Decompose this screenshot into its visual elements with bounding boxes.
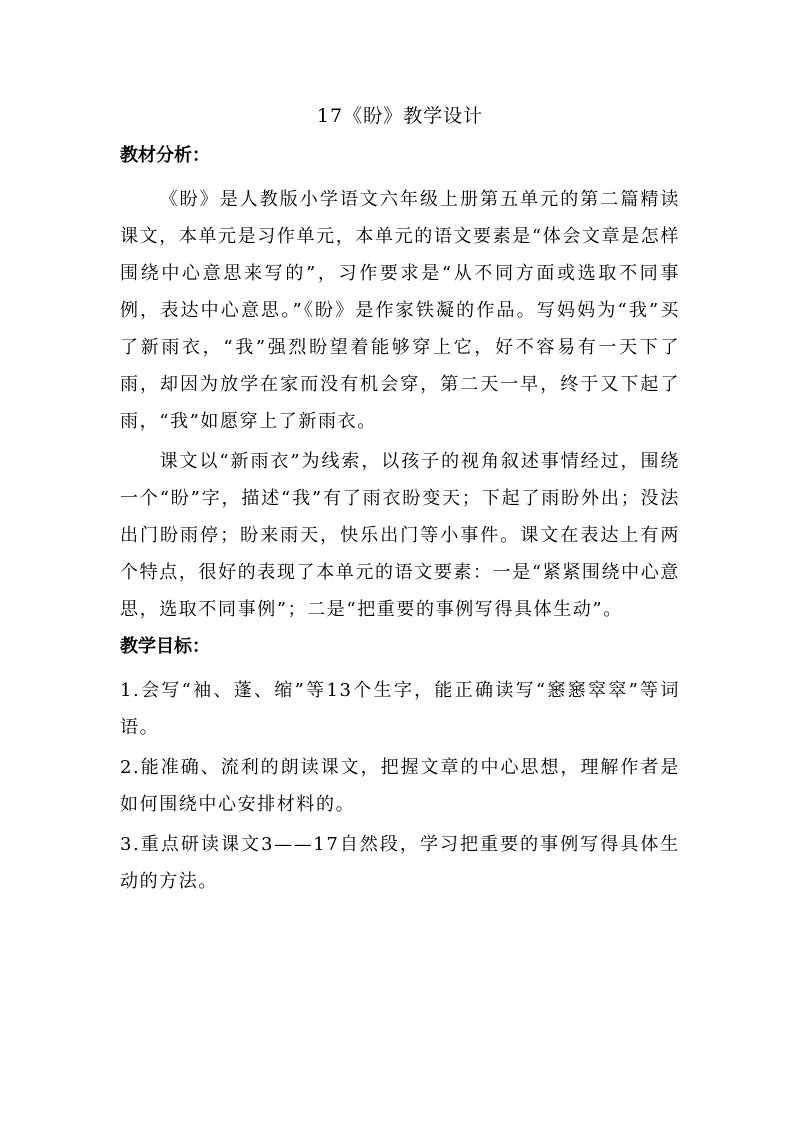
goals-list [120, 672, 680, 900]
goals-heading: 教学目标： [120, 636, 210, 657]
goal-item-2: 2.能准确、流利的朗读课文，把握文章的中心思想，理解作者是如何围绕中心安排材料的。 [120, 757, 680, 815]
analysis-paragraph-2: 课文以“新雨衣”为线索，以孩子的视角叙述事情经过，围绕一个“盼”字，描述“我”有了雨衣盼变天；下起了雨盼外出；没法出门盼雨停；盼来雨天，快乐出门等小事件。课文在表达上有两个特点，很好的表现了本单元的语文要素：一是“紧紧围绕中心意思，选取不同事例”；二是“把重要的事例写得具体生动”。 [120, 451, 680, 620]
analysis-section [120, 181, 680, 628]
document-title: 17《盼》教学设计 [316, 105, 484, 127]
analysis-paragraph-1: 《盼》是人教版小学语文六年级上册第五单元的第二篇精读课文，本单元是习作单元，本单元的语文要素是“体会文章是怎样围绕中心意思来写的”，习作要求是“从不同方面或选取不同事例，表达中心意思。”《盼》是作家铁凝的作品。写妈妈为“我”买了新雨衣，“我”强烈盼望着能够穿上它，好不容易有一天下了雨，却因为放学在家而没有机会穿，第二天一早，终于又下起了雨，“我”如愿穿上了新雨衣。 [120, 189, 680, 432]
analysis-heading: 教材分析： [120, 145, 210, 166]
document-content [120, 103, 680, 900]
goal-item-3: 3.重点研读课文3——17自然段，学习把重要的事例写得具体生动的方法。 [120, 834, 680, 892]
goal-item-1: 1.会写“袖、蓬、缩”等13个生字，能正确读写“窸窸窣窣”等词语。 [120, 680, 680, 738]
